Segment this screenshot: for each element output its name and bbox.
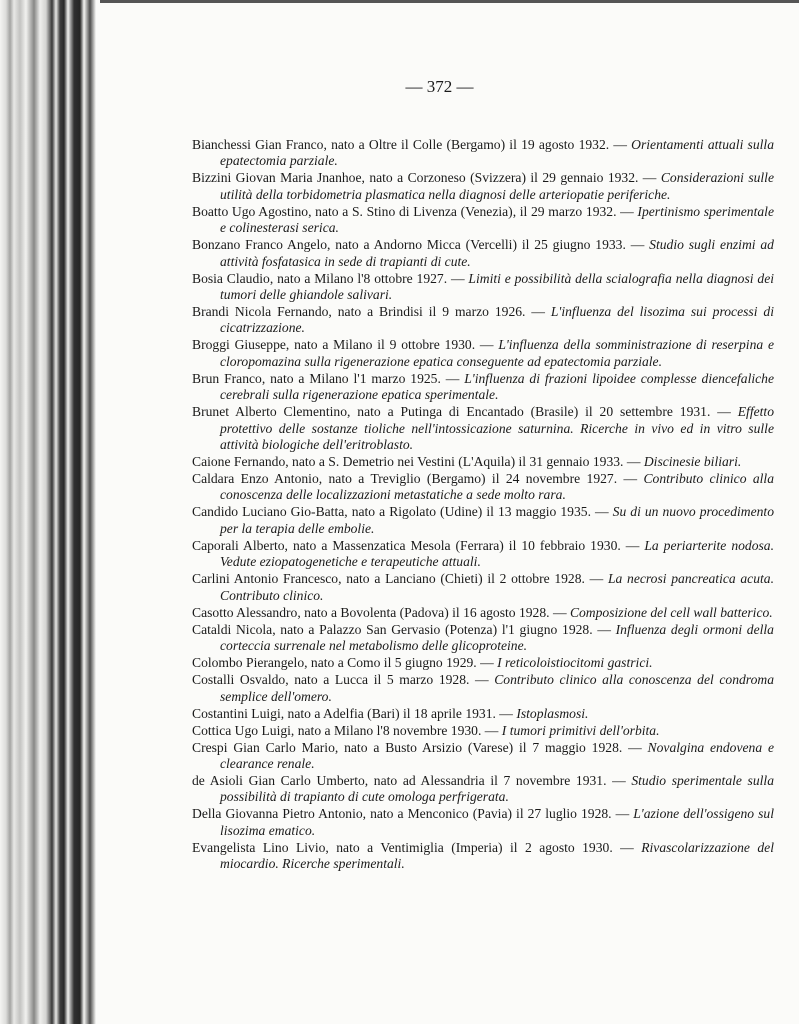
list-item [192, 723, 774, 739]
entry-title: La necrosi pancreatica acuta. Contributo clinico. [220, 571, 774, 603]
entry-author: Costalli Osvaldo, nato a Lucca il 5 marzo 1928. — [192, 672, 495, 688]
list-item [192, 371, 774, 404]
list-item [192, 740, 774, 773]
list-item [192, 237, 774, 270]
entry-author: Costantini Luigi, nato a Adelfia (Bari) il 18 aprile 1931. — [192, 705, 517, 721]
entry-title: Limiti e possibilità della scialografia nella diagnosi dei tumori delle ghiandole salivari. [220, 270, 774, 303]
entry-author: Bizzini Giovan Maria Jnanhoe, nato a Corzoneso (Svizzera) il 29 gennaio 1932. — [192, 170, 661, 186]
list-item [192, 404, 774, 453]
list-item [192, 271, 774, 304]
entry-author: Caldara Enzo Antonio, nato a Treviglio (Bergamo) il 24 novembre 1927. — [192, 471, 644, 487]
entry-title: L'influenza della somministrazione di reserpina e cloropomazina sulla rigenerazione epatica conseguente ad epatectomia parziale. [220, 337, 775, 369]
list-item [192, 706, 774, 722]
list-item [192, 672, 774, 705]
entry-author: Carlini Antonio Francesco, nato a Lanciano (Chieti) il 2 ottobre 1928. — [192, 571, 608, 587]
entry-title: L'azione dell'ossigeno sul lisozima ematico. [220, 806, 774, 838]
entry-author: Crespi Gian Carlo Mario, nato a Busto Arsizio (Varese) il 7 maggio 1928. — [192, 739, 648, 755]
list-item [192, 571, 774, 604]
list-item [192, 304, 774, 337]
entry-title: Su di un nuovo procedimento per la terapia delle embolie. [220, 504, 774, 536]
entry-title: Influenza degli ormoni della corteccia surrenale nel metabolismo delle glicoproteine. [220, 621, 774, 654]
entry-title: I reticoloistiocitomi gastrici. [497, 655, 653, 671]
book-binding-shadow [0, 0, 100, 1024]
entry-title: Contributo clinico alla conoscenza del condroma semplice dell'omero. [220, 672, 774, 704]
entry-author: Bosia Claudio, nato a Milano l'8 ottobre 1927. — [192, 270, 469, 286]
list-item [192, 655, 774, 671]
entry-author: Casotto Alessandro, nato a Bovolenta (Padova) il 16 agosto 1928. — [192, 604, 570, 620]
entry-author: Evangelista Lino Livio, nato a Ventimiglia (Imperia) il 2 agosto 1930. — [192, 839, 642, 855]
entry-author: Caporali Alberto, nato a Massenzatica Mesola (Ferrara) il 10 febbraio 1930. — [192, 537, 645, 553]
entry-title: Composizione del cell wall batterico. [569, 604, 773, 620]
entry-title: Rivascolarizzazione del miocardio. Ricerche sperimentali. [220, 839, 774, 872]
entry-title: Orientamenti attuali sulla epatectomia parziale. [220, 137, 774, 169]
list-item [192, 622, 774, 655]
entry-author: Brandi Nicola Fernando, nato a Brindisi il 9 marzo 1926. — [192, 304, 551, 320]
entry-author: Bianchessi Gian Franco, nato a Oltre il Colle (Bergamo) il 19 agosto 1932. — [192, 137, 632, 152]
scan-top-edge [100, 0, 799, 3]
list-item [192, 538, 774, 571]
page-number: — 372 — [405, 77, 474, 96]
entry-author: Colombo Pierangelo, nato a Como il 5 giugno 1929. — [192, 655, 498, 671]
entry-title: I tumori primitivi dell'orbita. [501, 722, 660, 738]
entry-title: Contributo clinico alla conoscenza delle localizzazioni metastatiche a sede molto rara. [220, 471, 775, 503]
entry-title: Studio sugli enzimi ad attività fosfatasica in sede di trapianti di cute. [220, 237, 774, 269]
entry-author: Cottica Ugo Luigi, nato a Milano l'8 novembre 1930. — [192, 722, 502, 738]
entry-author: Candido Luciano Gio-Batta, nato a Rigolato (Udine) il 13 maggio 1935. — [192, 504, 613, 520]
entry-title: L'influenza del lisozima sui processi di cicatrizzazione. [220, 304, 774, 336]
entry-title: L'influenza di frazioni lipoidee complesse diencefaliche cerebrali sulla rigenerazione epatica sperimentale. [220, 370, 774, 403]
entry-author: Della Giovanna Pietro Antonio, nato a Menconico (Pavia) il 27 luglio 1928. — [192, 806, 634, 822]
list-item [192, 137, 774, 170]
thesis-list [192, 137, 774, 873]
list-item [192, 204, 774, 237]
list-item [192, 170, 774, 203]
entry-title: La periarterite nodosa. Vedute eziopatogenetiche e terapeutiche attuali. [220, 537, 774, 570]
list-item [192, 840, 774, 873]
entry-title: Effetto protettivo delle sostanze tioliche nell'intossicazione saturnina. Ricerche in vivo ed in vitro sulle attività biologiche dell'eritroblasto. [220, 404, 774, 453]
list-item [192, 605, 774, 621]
entry-title: Discinesie biliari. [643, 454, 742, 470]
entry-author: Brunet Alberto Clementino, nato a Putinga di Encantado (Brasile) il 20 settembre 1931. — [192, 404, 738, 420]
entry-author: de Asioli Gian Carlo Umberto, nato ad Alessandria il 7 novembre 1931. — [192, 772, 632, 788]
list-item [192, 454, 774, 470]
entry-author: Brun Franco, nato a Milano l'1 marzo 1925. — [192, 370, 465, 386]
entry-author: Cataldi Nicola, nato a Palazzo San Gervasio (Potenza) l'1 giugno 1928. — [192, 621, 616, 637]
entry-author: Bonzano Franco Angelo, nato a Andorno Micca (Vercelli) il 25 giugno 1933. — [192, 237, 650, 253]
list-item [192, 337, 774, 370]
list-item [192, 773, 774, 806]
entry-title: Considerazioni sulle utilità della torbidometria plasmatica nella diagnosi delle arteriopatie periferiche. [220, 170, 774, 202]
list-item [192, 504, 774, 537]
entry-title: Ipertinismo sperimentale e colinesterasi serica. [220, 203, 774, 236]
entry-author: Caione Fernando, nato a S. Demetrio nei Vestini (L'Aquila) il 31 gennaio 1933. — [192, 454, 644, 470]
entry-title: Novalgina endovena e clearance renale. [220, 739, 774, 771]
entry-author: Boatto Ugo Agostino, nato a S. Stino di Livenza (Venezia), il 29 marzo 1932. — [192, 203, 638, 219]
entry-title: Studio sperimentale sulla possibilità di trapianto di cute omologa perfrigerata. [220, 772, 774, 805]
list-item [192, 471, 774, 504]
entry-author: Broggi Giuseppe, nato a Milano il 9 ottobre 1930. — [192, 337, 499, 353]
list-item [192, 806, 774, 839]
entry-title: Istoplasmosi. [516, 705, 589, 721]
